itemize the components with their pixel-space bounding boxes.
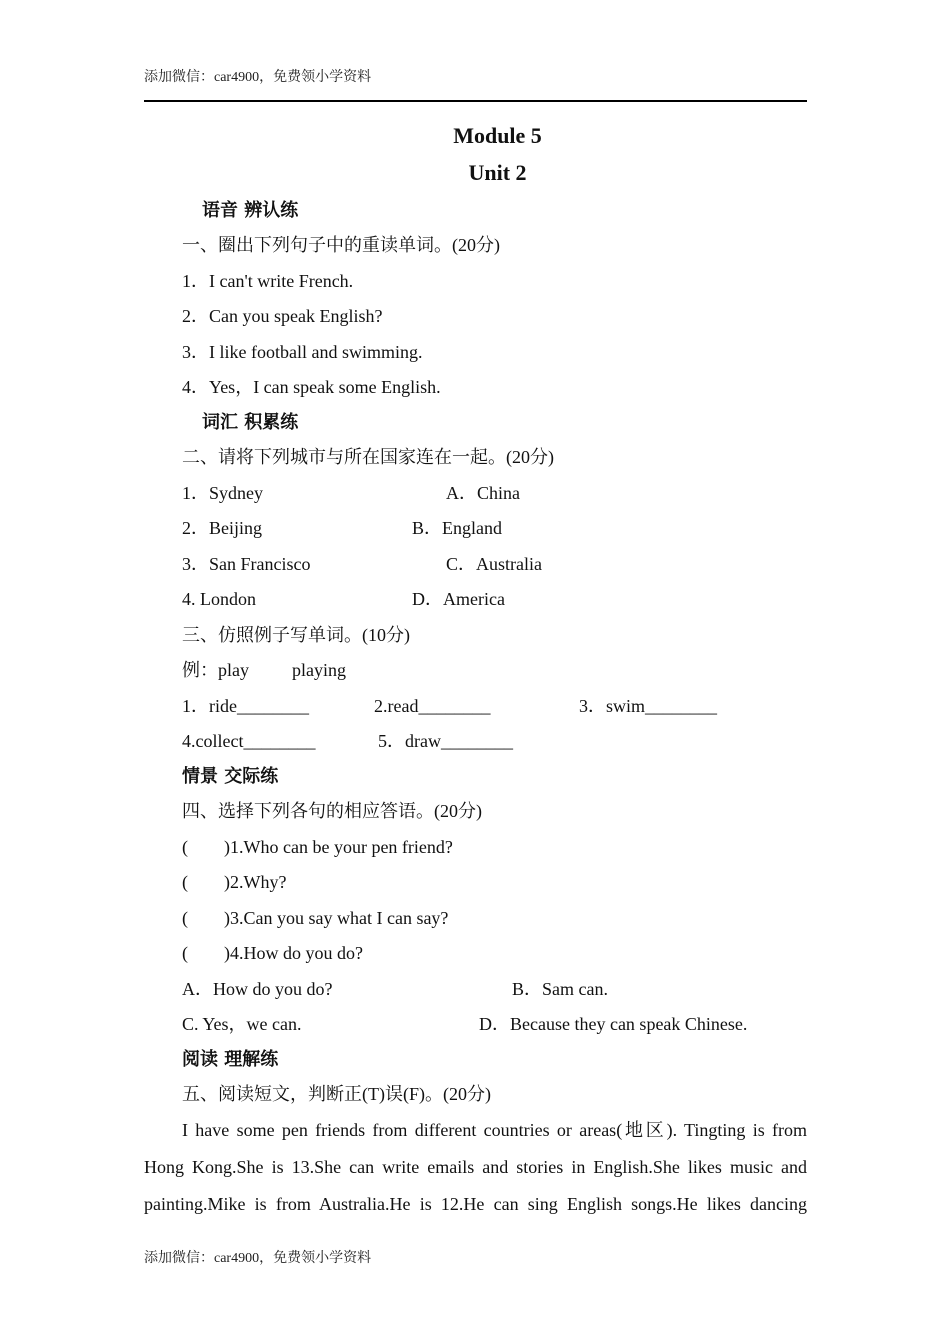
country-item: B．England xyxy=(412,518,502,538)
category-label-communication: 情景 交际练 xyxy=(182,766,279,787)
country-item: A．China xyxy=(446,483,520,503)
example-answer: playing xyxy=(292,660,346,680)
answer-option: A．How do you do? xyxy=(182,979,333,999)
answer-option: C. Yes，we can. xyxy=(182,1014,302,1034)
unit-title: Unit 2 xyxy=(468,160,527,185)
section-heading-2: 二、请将下列城市与所在国家连在一起。(20分) xyxy=(182,447,554,467)
section-heading-1: 一、圈出下列句子中的重读单词。(20分) xyxy=(182,235,500,255)
section-heading-3: 三、仿照例子写单词。(10分) xyxy=(182,625,410,645)
matching-question: ( )3.Can you say what I can say? xyxy=(182,908,449,928)
country-item: D．America xyxy=(412,589,505,609)
city-item: 3．San Francisco xyxy=(182,554,311,574)
matching-question: ( )4.How do you do? xyxy=(182,943,363,963)
section-heading-4: 四、选择下列各句的相应答语。(20分) xyxy=(182,801,482,821)
answer-option: B．Sam can. xyxy=(512,979,608,999)
header-divider xyxy=(144,100,807,102)
passage-line: painting.Mike is from Australia.He is 12.He can sing English songs.He likes dancing xyxy=(144,1194,807,1214)
example-label: 例：play xyxy=(182,660,249,680)
city-item: 4. London xyxy=(182,589,256,609)
city-item: 2．Beijing xyxy=(182,518,262,538)
passage-line: Hong Kong.She is 13.She can write emails and stories in English.She likes music and xyxy=(144,1157,807,1177)
matching-question: ( )1.Who can be your pen friend? xyxy=(182,837,453,857)
fill-in-item: 1．ride________ xyxy=(182,696,309,716)
category-label-vocabulary: 词汇 积累练 xyxy=(202,412,299,433)
category-label-reading: 阅读 理解练 xyxy=(182,1049,279,1070)
question-item: 3．I like football and swimming. xyxy=(182,342,423,362)
passage-line: I have some pen friends from different countries or areas(地区). Tingting is from xyxy=(182,1120,807,1140)
question-item: 1．I can't write French. xyxy=(182,271,354,291)
fill-in-item: 4.collect________ xyxy=(182,731,316,751)
reading-passage xyxy=(144,1112,807,1223)
country-item: C．Australia xyxy=(446,554,542,574)
question-item: 2．Can you speak English? xyxy=(182,306,383,326)
answer-option: D．Because they can speak Chinese. xyxy=(479,1014,748,1034)
category-label-pronunciation: 语音 辨认练 xyxy=(202,200,299,221)
city-item: 1．Sydney xyxy=(182,483,263,503)
fill-in-item: 2.read________ xyxy=(374,696,491,716)
module-title: Module 5 xyxy=(453,123,542,148)
fill-in-item: 3．swim________ xyxy=(579,696,718,716)
fill-in-item: 5．draw________ xyxy=(378,731,513,751)
matching-question: ( )2.Why? xyxy=(182,872,287,892)
header-note: 添加微信：car4900，免费领小学资料 xyxy=(144,70,372,85)
question-item: 4．Yes，I can speak some English. xyxy=(182,377,441,397)
footer-note: 添加微信：car4900，免费领小学资料 xyxy=(144,1251,372,1266)
section-heading-5: 五、阅读短文，判断正(T)误(F)。(20分) xyxy=(182,1084,491,1104)
